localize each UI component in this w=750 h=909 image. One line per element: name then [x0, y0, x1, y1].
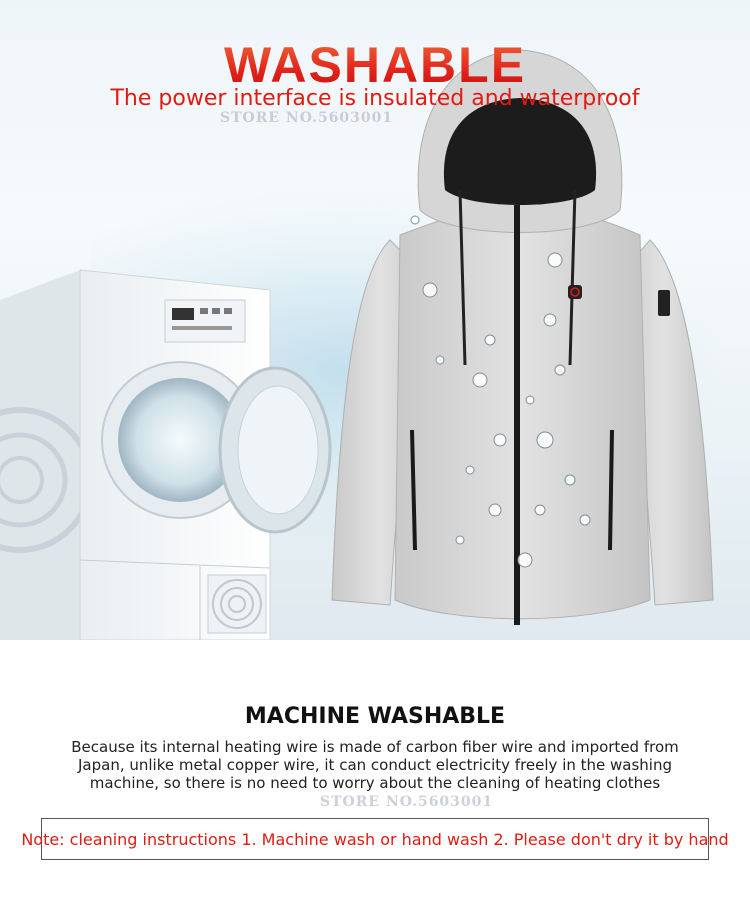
store-watermark-bottom: STORE NO.5603001 — [320, 794, 494, 810]
cleaning-note-text: Note: cleaning instructions 1. Machine wash or hand wash 2. Please don't dry it by hand — [21, 829, 729, 849]
washing-machine-image — [0, 250, 340, 640]
cleaning-note-box — [21, 818, 729, 860]
section-title: MACHINE WASHABLE — [244, 704, 506, 729]
subheadline: The power interface is insulated and waterproof — [110, 86, 640, 111]
headline: WASHABLE — [0, 36, 750, 94]
store-watermark: STORE NO.5603001 — [220, 110, 394, 126]
section-description: Because its internal heating wire is made of carbon fiber wire and imported from Japan, unlike metal copper wire, it can conduct electricity freely in the washing machine, so there is no need to worry about the cleaning of heating clothes — [71, 738, 679, 792]
heated-jacket-image — [320, 40, 720, 640]
